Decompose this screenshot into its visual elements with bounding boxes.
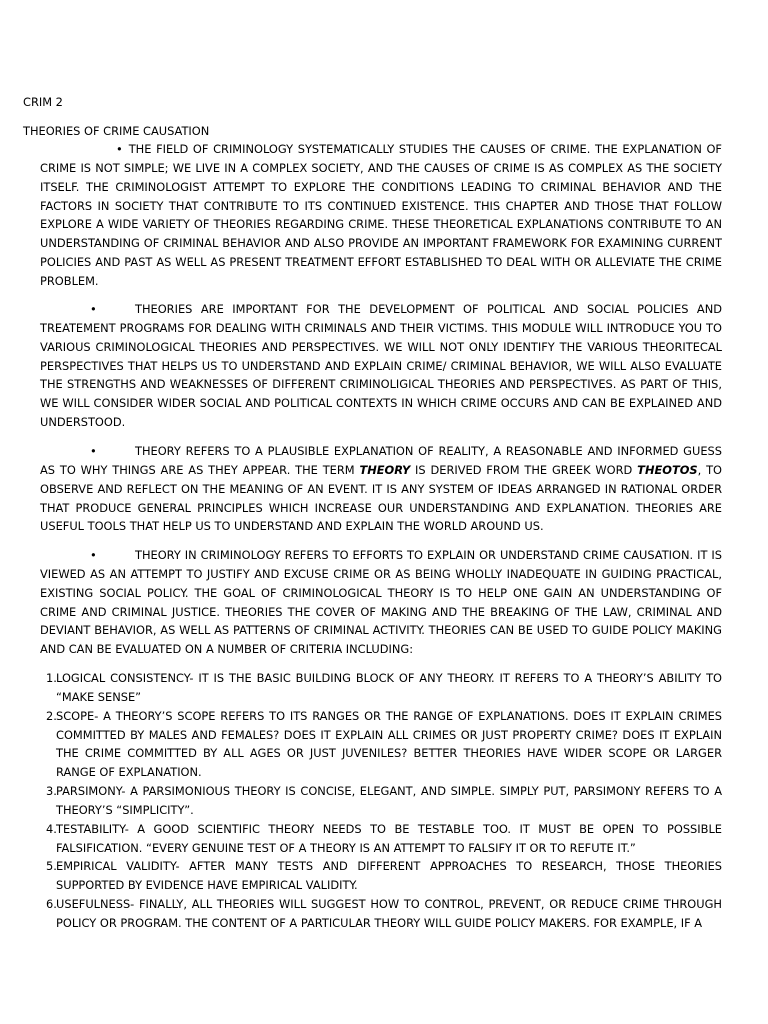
bullet-icon: • — [90, 548, 97, 562]
list-item — [40, 782, 722, 820]
emphasis-term: THEORY — [359, 462, 411, 477]
list-item — [40, 707, 722, 782]
paragraph-text: THE FIELD OF CRIMINOLOGY SYSTEMATICALLY STUDIES THE CAUSES OF CRIME. THE EXPLANATION OF CRIME IS NOT SIMPLE; WE LIVE IN A COMPLEX SOCIETY, AND THE CAUSES OF CRIME IS AS COMPLEX AS THE SOCIETY ITSELF. THE CRIMINOLOGIST ATTEMPT TO EXPLORE THE CONDITIONS LEADING TO CRIMINAL BEHAVIOR AND THE FACTORS IN SOCIETY THAT CONTRIBUTE TO ITS CONTINUED EXISTENCE. THIS CHAPTER AND THOSE THAT FOLLOW EXPLORE A WIDE VARIETY OF THEORIES REGARDING CRIME. THESE THEORETICAL EXPLANATIONS CONTRIBUTE TO AN UNDERSTANDING OF CRIMINAL BEHAVIOR AND ALSO PROVIDE AN IMPORTANT FRAMEWORK FOR EXAMINING CURRENT POLICIES AND PAST AS WELL AS PRESENT TREATMENT EFFORT ESTABLISHED TO DEAL WITH OR ALLEVIATE THE CRIME PROBLEM. — [40, 142, 722, 288]
list-item — [40, 820, 722, 858]
list-item-text: TESTABILITY- A GOOD SCIENTIFIC THEORY NEEDS TO BE TESTABLE TOO. IT MUST BE OPEN TO POSSIBLE FALSIFICATION. “EVERY GENUINE TEST OF A THEORY IS AN ATTEMPT TO FALSIFY IT OR TO REFUTE IT.” — [56, 821, 722, 855]
paragraph-text: THEORIES ARE IMPORTANT FOR THE DEVELOPMENT OF POLITICAL AND SOCIAL POLICIES AND TREATEMENT PROGRAMS FOR DEALING WITH CRIMINALS AND THEIR VICTIMS. THIS MODULE WILL INTRODUCE YOU TO VARIOUS CRIMINOLOGICAL THEORIES AND PERSPECTIVES. WE WILL NOT ONLY IDENTIFY THE VARIOUS THEORITECAL PERSPECTIVES THAT HELPS US TO UNDERSTAND AND EXPLAIN CRIME/ CRIMINAL BEHAVIOR, WE WILL ALSO EVALUATE THE STRENGTHS AND WEAKNESSES OF DIFFERENT CRIMINOLIGICAL THEORIES AND PERSPECTIVES. AS PART OF THIS, WE WILL CONSIDER WIDER SOCIAL AND POLITICAL CONTEXTS IN WHICH CRIME OCCURS AND CAN BE EXPLAINED AND UNDERSTOOD. — [40, 302, 722, 430]
paragraph-text: THEORY IN CRIMINOLOGY REFERS TO EFFORTS TO EXPLAIN OR UNDERSTAND CRIME CAUSATION. IT IS VIEWED AS AN ATTEMPT TO JUSTIFY AND EXCUSE CRIME OR AS BEING WHOLLY INADEQUATE IN GUIDING PRACTICAL, EXISTING SOCIAL POLICY. THE GOAL OF CRIMINOLOGICAL THEORY IS TO HELP ONE GAIN AN UNDERSTANDING OF CRIME AND CRIMINAL JUSTICE. THEORIES THE COVER OF MAKING AND THE BREAKING OF THE LAW, CRIMINAL AND DEVIANT BEHAVIOR, AS WELL AS PATTERNS OF CRIMINAL ACTIVITY. THEORIES CAN BE USED TO GUIDE POLICY MAKING AND CAN BE EVALUATED ON A NUMBER OF CRITERIA INCLUDING: — [40, 548, 722, 657]
paragraph-field-of-criminology — [40, 140, 722, 291]
list-number: 1. — [46, 671, 57, 685]
paragraph-text: IS DERIVED FROM THE GREEK WORD — [410, 462, 638, 477]
course-label: CRIM 2 — [23, 95, 63, 109]
bullet-icon: • — [90, 444, 97, 458]
paragraph-text: , TO OBSERVE AND REFLECT ON THE MEANING OF AN EVENT. IT IS ANY SYSTEM OF IDEAS ARRANGED IN RATIONAL ORDER THAT PRODUCE GENERAL PRINCIPLES WHICH INCREASE OUR UNDERSTANDING AND EXPLANATION. THEORIES ARE USEFUL TOOLS THAT HELP US TO UNDERSTAND AND EXPLAIN THE WORLD AROUND US. — [40, 462, 722, 534]
list-item-text: USEFULNESS- FINALLY, ALL THEORIES WILL SUGGEST HOW TO CONTROL, PREVENT, OR REDUCE CRIME THROUGH POLICY OR PROGRAM. THE CONTENT OF A PARTICULAR THEORY WILL GUIDE POLICY MAKERS. FOR EXAMPLE, IF A — [56, 897, 722, 930]
list-item — [40, 857, 722, 895]
paragraph-importance-of-theories — [40, 300, 722, 432]
paragraph-theory-in-criminology — [40, 546, 722, 659]
list-item-text: EMPIRICAL VALIDITY- AFTER MANY TESTS AND DIFFERENT APPROACHES TO RESEARCH, THOSE THEORIES SUPPORTED BY EVIDENCE HAVE EMPIRICAL VALIDITY. — [56, 859, 722, 893]
section-heading: THEORIES OF CRIME CAUSATION — [23, 124, 210, 138]
bullet-icon: • — [116, 142, 123, 156]
list-number: 4. — [46, 821, 57, 836]
list-number: 6. — [46, 897, 57, 912]
paragraph-theory-definition — [40, 442, 722, 536]
bullet-icon: • — [90, 302, 97, 316]
list-item — [40, 669, 722, 707]
list-item-text: SCOPE- A THEORY’S SCOPE REFERS TO ITS RANGES OR THE RANGE OF EXPLANATIONS. DOES IT EXPLAIN CRIMES COMMITTED BY MALES AND FEMALES? DOES IT EXPLAIN ALL CRIMES OR JUST PROPERTY CRIME? DOES IT EXPLAIN THE CRIME COMMITTED BY ALL AGES OR JUST JUVENILES? BETTER THEORIES HAVE WIDER SCOPE OR LARGER RANGE OF EXPLANATION. — [56, 708, 722, 780]
list-item-text: LOGICAL CONSISTENCY- IT IS THE BASIC BUILDING BLOCK OF ANY THEORY. IT REFERS TO A THEORY’S ABILITY TO “MAKE SENSE” — [56, 671, 722, 704]
list-number: 3. — [46, 784, 57, 799]
criteria-list — [40, 669, 722, 933]
list-number: 2. — [46, 708, 57, 723]
list-item — [40, 895, 722, 933]
paragraph-text: THEORY REFERS TO A PLAUSIBLE EXPLANATION OF REALITY, A REASONABLE AND INFORMED GUESS AS TO WHY THINGS ARE AS THEY APPEAR. THE TERM — [40, 444, 722, 477]
list-number: 5. — [46, 859, 57, 874]
list-item-text: PARSIMONY- A PARSIMONIOUS THEORY IS CONCISE, ELEGANT, AND SIMPLE. SIMPLY PUT, PARSIMONY REFERS TO A THEORY’S “SIMPLICITY”. — [56, 784, 722, 817]
emphasis-term: THEOTOS — [637, 462, 698, 477]
